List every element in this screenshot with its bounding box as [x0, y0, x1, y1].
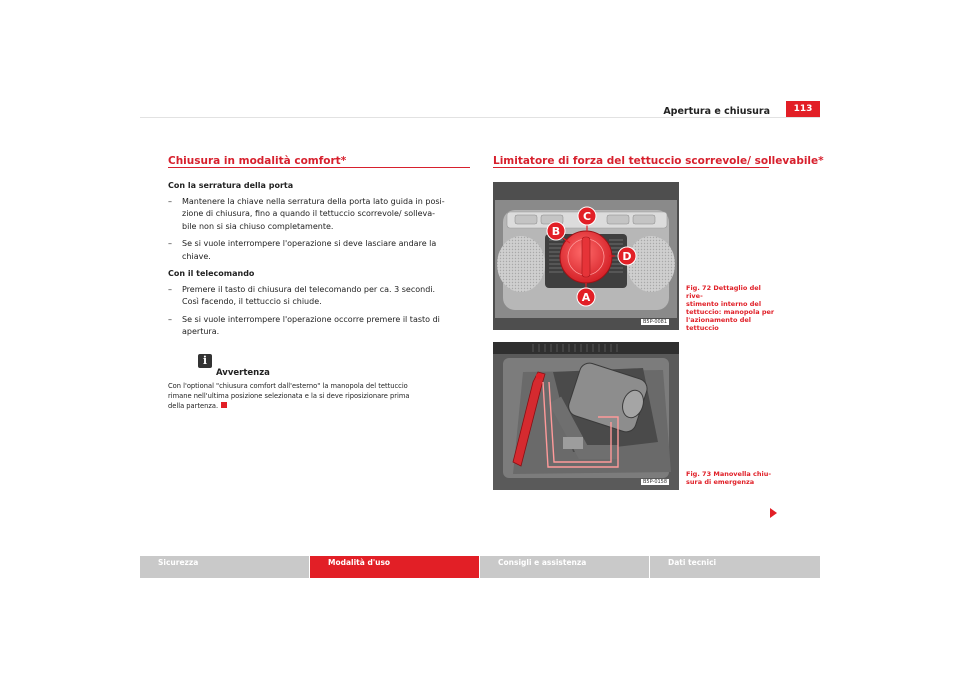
- figure-caption-72: Fig. 72 Dettaglio del rive- stimento interno del tettuccio: manopola per l'azionamento del tettuccio: [686, 284, 775, 332]
- left-body: [168, 180, 473, 339]
- next-page-arrow-icon[interactable]: [770, 508, 777, 518]
- tab-sicurezza[interactable]: Sicurezza: [140, 556, 309, 578]
- left-section-title: Chiusura in modalità comfort*: [168, 155, 347, 167]
- label-c: C: [582, 210, 592, 223]
- left-section-rule: [168, 167, 470, 168]
- figure-roof-knob: [493, 182, 679, 330]
- list-item: – Se si vuole interrompere l'operazione si deve lasciare andare la chiave.: [168, 239, 437, 261]
- label-d: D: [622, 250, 632, 263]
- figure-code: B5P-0158: [643, 479, 668, 485]
- figure-emergency-crank-illustration: [493, 342, 679, 490]
- figure-code: B5P-0081: [643, 319, 668, 325]
- chapter-title: Apertura e chiusura: [663, 106, 770, 117]
- tab-modalita-uso[interactable]: Modalità d'uso: [310, 556, 479, 578]
- tab-consigli-assistenza[interactable]: Consigli e assistenza: [480, 556, 649, 578]
- list-item: – Mantenere la chiave nella serratura della porta lato guida in posi- zione di chiusura, fino a quando il tettuccio scorrevole/ solleva- bile non si sia chiuso completamente.: [168, 196, 445, 231]
- end-marker: [221, 402, 227, 408]
- label-b: B: [551, 225, 561, 238]
- right-section-title: Limitatore di forza del tettuccio scorrevole/ sollevabile*: [493, 155, 824, 167]
- label-a: A: [581, 291, 591, 304]
- right-section-rule: [493, 167, 769, 168]
- subheading-door-lock: Con la serratura della porta: [168, 181, 294, 190]
- header-rule: [140, 117, 820, 118]
- footer-nav: [140, 556, 820, 578]
- subheading-remote: Con il telecomando: [168, 269, 255, 278]
- info-icon: i: [198, 354, 212, 368]
- figure-roof-knob-illustration: [493, 182, 679, 330]
- list-item: – Se si vuole interrompere l'operazione occorre premere il tasto di apertura.: [168, 314, 440, 336]
- warning-text: Con l'optional "chiusura comfort dall'esterno" la manopola del tettuccio rimane nell'ultima posizione selezionata e la si deve riposizionare prima della partenza.: [168, 382, 410, 411]
- list-item: – Premere il tasto di chiusura del telecomando per ca. 3 secondi. Così facendo, il tettuccio si chiude.: [168, 284, 436, 306]
- tab-dati-tecnici[interactable]: Dati tecnici: [650, 556, 820, 578]
- warning-title: Avvertenza: [216, 368, 270, 378]
- figure-emergency-crank: [493, 342, 679, 490]
- figure-caption-73: Fig. 73 Manovella chiu- sura di emergenza: [686, 470, 772, 486]
- page-number: 113: [786, 101, 820, 117]
